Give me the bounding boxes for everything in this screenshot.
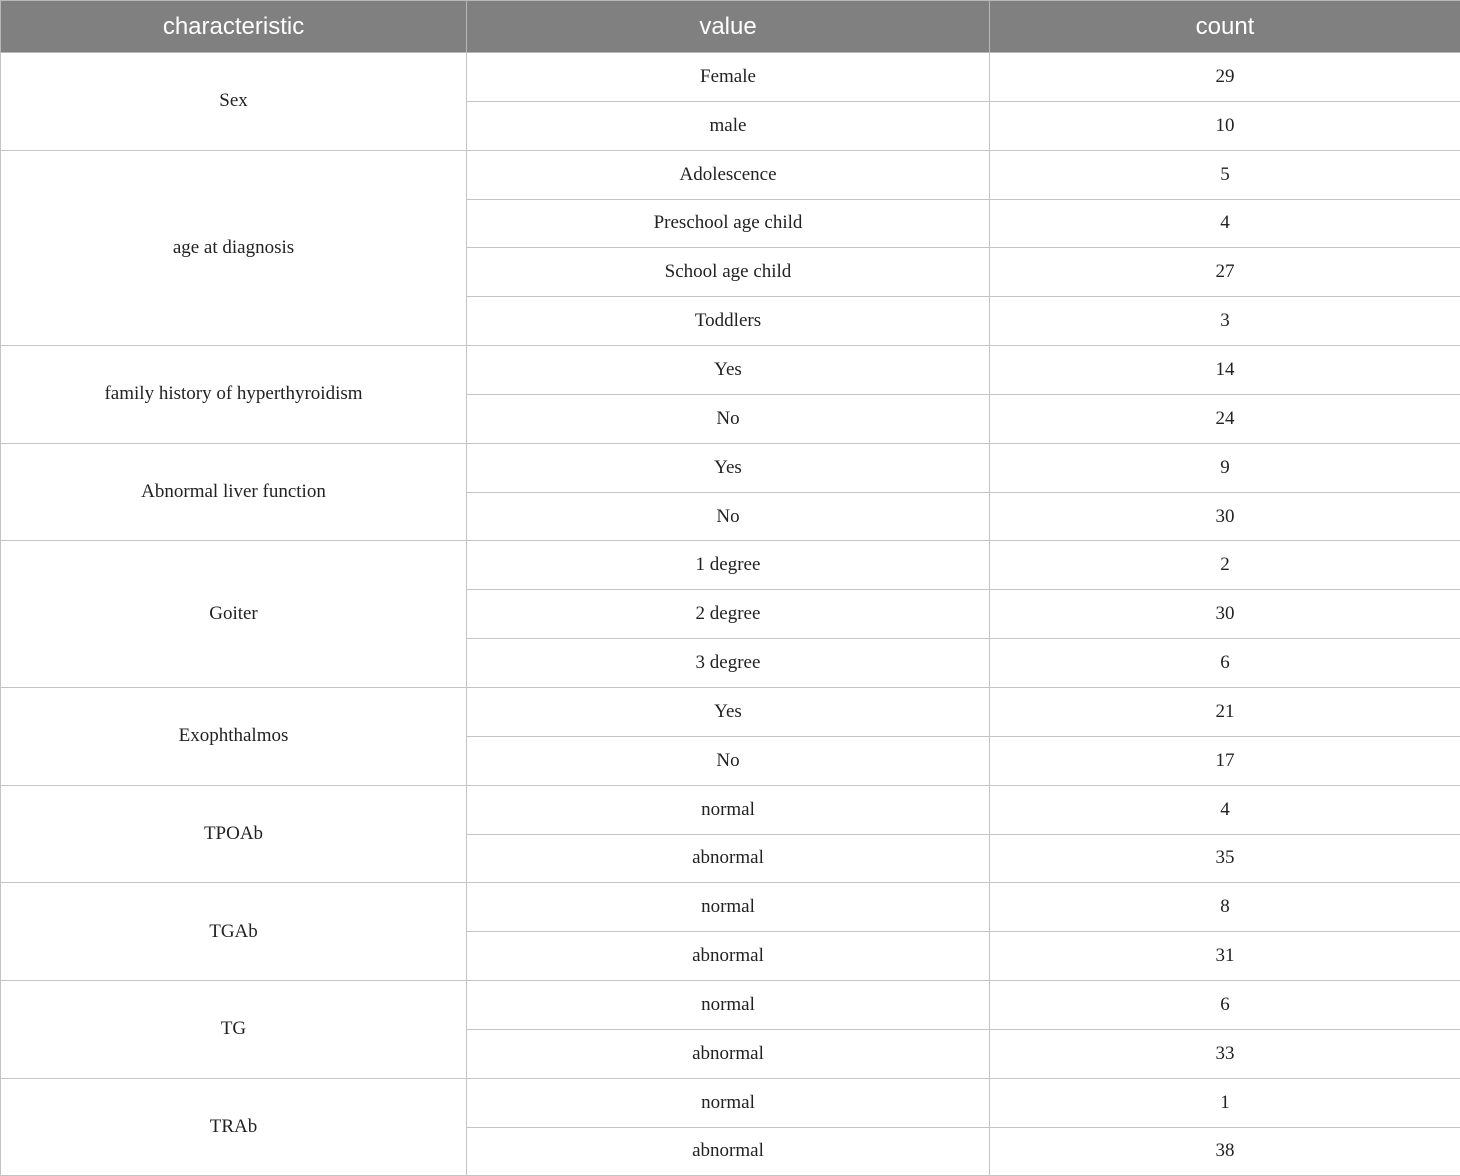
header-count: count: [990, 1, 1460, 53]
table-body: [1, 53, 1460, 1176]
value-cell: abnormal: [467, 834, 990, 883]
count-cell: 21: [990, 687, 1460, 736]
header-value: value: [467, 1, 990, 53]
value-cell: Adolescence: [467, 150, 990, 199]
value-cell: normal: [467, 785, 990, 834]
count-cell: 9: [990, 443, 1460, 492]
table-header: [1, 1, 1460, 53]
value-cell: Yes: [467, 346, 990, 395]
count-cell: 30: [990, 590, 1460, 639]
characteristic-cell: age at diagnosis: [1, 150, 467, 345]
value-cell: Yes: [467, 443, 990, 492]
value-cell: 1 degree: [467, 541, 990, 590]
count-cell: 17: [990, 736, 1460, 785]
count-cell: 6: [990, 639, 1460, 688]
count-cell: 4: [990, 785, 1460, 834]
value-cell: male: [467, 101, 990, 150]
table-row: [1, 541, 1460, 590]
value-cell: Female: [467, 53, 990, 102]
table-row: [1, 346, 1460, 395]
value-cell: abnormal: [467, 932, 990, 981]
value-cell: normal: [467, 1078, 990, 1127]
count-cell: 6: [990, 981, 1460, 1030]
table-row: [1, 150, 1460, 199]
count-cell: 8: [990, 883, 1460, 932]
value-cell: School age child: [467, 248, 990, 297]
table-row: [1, 1078, 1460, 1127]
table-row: [1, 443, 1460, 492]
count-cell: 14: [990, 346, 1460, 395]
count-cell: 5: [990, 150, 1460, 199]
characteristic-cell: Abnormal liver function: [1, 443, 467, 541]
count-cell: 30: [990, 492, 1460, 541]
characteristic-cell: TRAb: [1, 1078, 467, 1176]
count-cell: 27: [990, 248, 1460, 297]
value-cell: normal: [467, 981, 990, 1030]
count-cell: 31: [990, 932, 1460, 981]
value-cell: abnormal: [467, 1127, 990, 1176]
count-cell: 29: [990, 53, 1460, 102]
count-cell: 24: [990, 394, 1460, 443]
count-cell: 2: [990, 541, 1460, 590]
value-cell: No: [467, 736, 990, 785]
value-cell: Toddlers: [467, 297, 990, 346]
value-cell: No: [467, 394, 990, 443]
value-cell: 3 degree: [467, 639, 990, 688]
count-cell: 33: [990, 1029, 1460, 1078]
header-characteristic: characteristic: [1, 1, 467, 53]
value-cell: abnormal: [467, 1029, 990, 1078]
header-row: [1, 1, 1460, 53]
count-cell: 35: [990, 834, 1460, 883]
count-cell: 4: [990, 199, 1460, 248]
count-cell: 1: [990, 1078, 1460, 1127]
value-cell: normal: [467, 883, 990, 932]
value-cell: 2 degree: [467, 590, 990, 639]
characteristic-cell: family history of hyperthyroidism: [1, 346, 467, 444]
characteristic-cell: Exophthalmos: [1, 687, 467, 785]
table-row: [1, 883, 1460, 932]
table-row: [1, 687, 1460, 736]
table-row: [1, 785, 1460, 834]
count-cell: 38: [990, 1127, 1460, 1176]
characteristic-cell: TGAb: [1, 883, 467, 981]
count-cell: 3: [990, 297, 1460, 346]
table-row: [1, 981, 1460, 1030]
value-cell: Yes: [467, 687, 990, 736]
characteristic-cell: Sex: [1, 53, 467, 151]
value-cell: Preschool age child: [467, 199, 990, 248]
characteristic-cell: Goiter: [1, 541, 467, 688]
table-row: [1, 53, 1460, 102]
value-cell: No: [467, 492, 990, 541]
count-cell: 10: [990, 101, 1460, 150]
characteristic-cell: TG: [1, 981, 467, 1079]
characteristic-cell: TPOAb: [1, 785, 467, 883]
